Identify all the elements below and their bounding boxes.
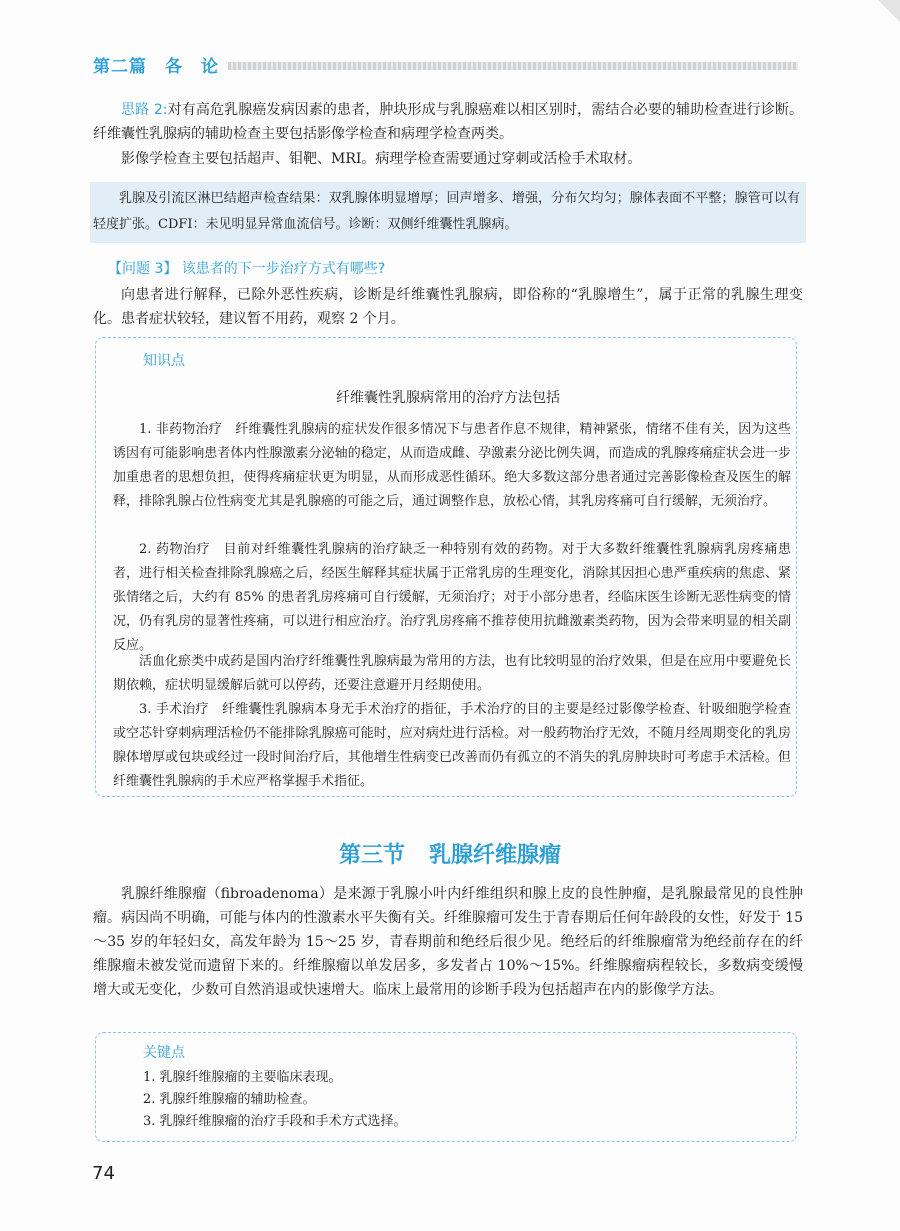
- knowledge-item-2-text: 目前对纤维囊性乳腺病的治疗缺乏一种特别有效的药物。对于大多数纤维囊性乳腺病乳房疼痛患者，进行相关检查排除乳腺癌之后，经医生解释其症状属于正常乳房的生理变化，消除其因担心患严重疾病的焦虑、紧张情绪之后，大约有 85% 的患者乳房疼痛可自行缓解，无须治疗；对于小部分患者，经临床医生诊断无恶性病变的情况，仍有乳房的显著性疼痛，可以进行相应治疗。治疗乳房疼痛不推荐使用抗雌激素类药物，因为会带来明显的相关副反应。: [113, 542, 791, 653]
- knowledge-item-1-head: 1. 非药物治疗: [139, 422, 222, 437]
- knowledge-title: 纤维囊性乳腺病常用的治疗方法包括: [336, 390, 560, 406]
- knowledge-item-2-extra: 活血化瘀类中成药是国内治疗纤维囊性乳腺病最为常用的方法，也有比较明显的治疗效果，但是在应用中要避免长期依赖，症状明显缓解后就可以停药，还要注意避开月经期使用。: [113, 654, 791, 693]
- idea2-paragraph: [93, 98, 803, 146]
- knowledge-label: 知识点: [143, 353, 185, 369]
- idea2-paragraph-2: 影像学检查主要包括超声、钼靶、MRI。病理学检查需要通过穿刺或活检手术取材。: [121, 151, 642, 167]
- question-3-answer: 向患者进行解释，已除外恶性疾病，诊断是纤维囊性乳腺病，即俗称的“乳腺增生”，属于正常的乳腺生理变化。患者症状较轻，建议暂不用药，观察 2 个月。: [93, 287, 803, 327]
- knowledge-item-1: [113, 418, 791, 514]
- section-number: 第三节: [338, 843, 405, 868]
- knowledge-item-3: [113, 698, 791, 794]
- page-number: 74: [92, 1163, 115, 1184]
- section-heading: [0, 838, 900, 869]
- knowledge-item-3-head: 3. 手术治疗: [139, 702, 209, 717]
- fibroadenoma-intro: 乳腺纤维腺瘤（fibroadenoma）是来源于乳腺小叶内纤维组织和腺上皮的良性肿瘤，是乳腺最常见的良性肿瘤。病因尚不明确，可能与体内的性激素水平失衡有关。纤维腺瘤可发生于青春期后任何年龄段的女性，好发于 15～35 岁的年轻妇女，高发年龄为 15～25 岁，青春期前和绝经后很少见。绝经后的纤维腺瘤常为绝经前存在的纤维腺瘤未被发觉而遗留下来的。纤维腺瘤以单发居多，多发者占 10%～15%。纤维腺瘤病程较长，多数病变缓慢增大或无变化，少数可自然消退或快速增大。临床上最常用的诊断手段为包括超声在内的影像学方法。: [93, 886, 803, 998]
- question-3-heading: 【问题 3】 该患者的下一步治疗方式有哪些?: [108, 261, 386, 277]
- idea2-text: 对有高危乳腺癌发病因素的患者，肿块形成与乳腺癌难以相区别时，需结合必要的辅助检查进行诊断。纤维囊性乳腺病的辅助检查主要包括影像学检查和病理学检查两类。: [93, 102, 804, 142]
- keypoint-item: 3. 乳腺纤维腺瘤的治疗手段和手术方式选择。: [143, 1114, 407, 1129]
- knowledge-item-1-text: 纤维囊性乳腺病的症状发作很多情况下与患者作息不规律，精神紧张，情绪不佳有关，因为这些诱因有可能影响患者体内性腺激素分泌轴的稳定，从而造成雌、孕激素分泌比例失调，而造成的乳腺疼痛症状会进一步加重患者的思想负担，使得疼痛症状更为明显，从而形成恶性循环。绝大多数这部分患者通过完善影像检查及医生的解释，排除乳腺占位性病变尤其是乳腺癌的可能之后，通过调整作息，放松心情，其乳房疼痛可自行缓解，无须治疗。: [113, 422, 791, 509]
- section-title: 乳腺纤维腺瘤: [429, 843, 562, 868]
- keypoints-label: 关键点: [143, 1045, 185, 1061]
- keypoint-item: 1. 乳腺纤维腺瘤的主要临床表现。: [143, 1070, 342, 1085]
- running-header: [93, 52, 798, 77]
- page-corner: [878, 0, 900, 22]
- header-title: 第二篇 各 论: [93, 57, 219, 77]
- knowledge-item-2-head: 2. 药物治疗: [139, 542, 211, 557]
- knowledge-item-3-text: 纤维囊性乳腺病本身无手术治疗的指征，手术治疗的目的主要是经过影像学检查、针吸细胞学检查或空芯针穿刺病理活检仍不能排除乳腺癌可能时，应对病灶进行活检。对一般药物治疗无效，不随月经周期变化的乳房腺体增厚或包块或经过一段时间治疗后，其他增生性病变已改善而仍有孤立的不消失的乳房肿块时可考虑手术活检。但纤维囊性乳腺病的手术应严格掌握手术指征。: [113, 702, 791, 789]
- keypoint-item: 2. 乳腺纤维腺瘤的辅助检查。: [143, 1092, 316, 1107]
- ultrasound-result-text: 乳腺及引流区淋巴结超声检查结果：双乳腺体明显增厚；回声增多、增强，分布欠均匀；腺体表面不平整；腺管可以有轻度扩张。CDFI：未见明显异常血流信号。诊断：双侧纤维囊性乳腺病。: [93, 191, 800, 232]
- idea2-label: 思路 2:: [121, 102, 168, 118]
- header-rule: [228, 62, 798, 70]
- knowledge-item-2: [113, 538, 791, 658]
